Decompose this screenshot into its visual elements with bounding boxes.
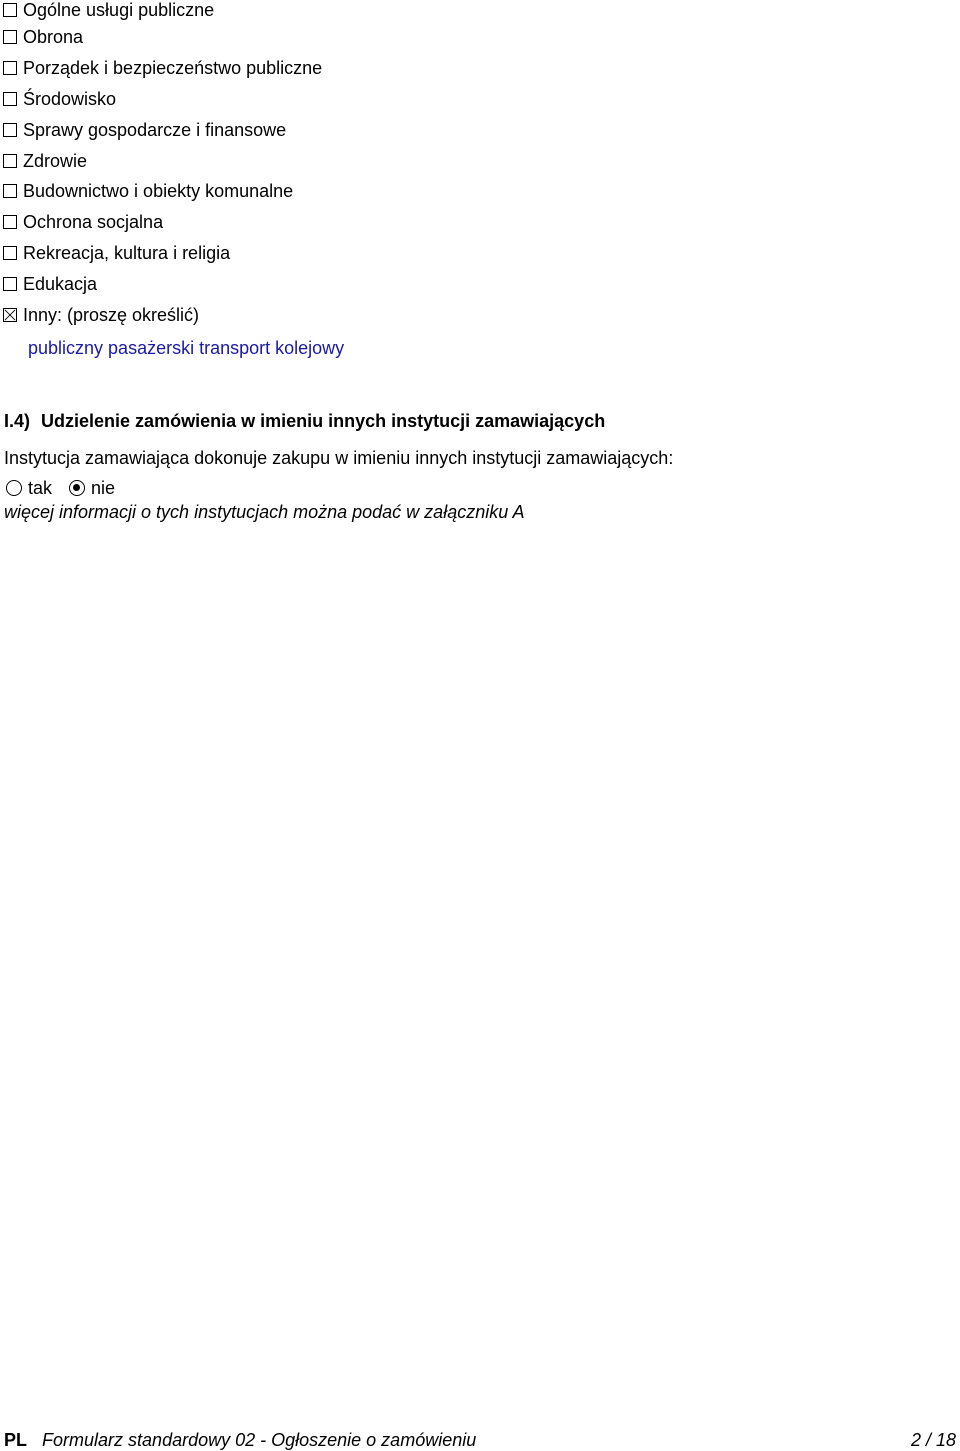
activity-label: Zdrowie — [23, 150, 88, 171]
radio-option-no[interactable] — [69, 477, 115, 499]
activity-label: Edukacja — [23, 273, 98, 294]
activity-label: Środowisko — [23, 88, 117, 109]
checkbox-icon[interactable] — [3, 61, 17, 75]
activity-item-other[interactable] — [3, 299, 322, 330]
main-activity-list — [3, 0, 322, 330]
activity-label: Obrona — [23, 27, 84, 48]
activity-item-general-public-services[interactable] — [3, 0, 322, 22]
radio-label-yes: tak — [28, 478, 53, 498]
checkbox-icon[interactable] — [3, 184, 17, 198]
activity-item-environment[interactable] — [3, 84, 322, 115]
section-question: Instytucja zamawiająca dokonuje zakupu w imieniu innych instytucji zamawiających: — [4, 448, 674, 468]
footer-page-number: 2 / 18 — [910, 1430, 956, 1450]
checkbox-icon[interactable] — [3, 3, 17, 17]
footer-language: PL — [4, 1430, 28, 1450]
activity-item-public-order-safety[interactable] — [3, 53, 322, 84]
activity-label: Inny: (proszę określić) — [23, 304, 200, 325]
radio-selected-icon[interactable] — [69, 480, 85, 496]
checked-checkbox-icon[interactable] — [3, 308, 17, 322]
radio-unselected-icon[interactable] — [6, 480, 22, 496]
checkbox-icon[interactable] — [3, 123, 17, 137]
activity-label: Budownictwo i obiekty komunalne — [23, 181, 294, 202]
other-activity-detail: publiczny pasażerski transport kolejowy — [28, 338, 345, 358]
activity-item-economic-financial-affairs[interactable] — [3, 114, 322, 145]
activity-label: Ochrona socjalna — [23, 212, 164, 233]
activity-item-health[interactable] — [3, 145, 322, 176]
section-title: Udzielenie zamówienia w imieniu innych instytucji zamawiających — [41, 411, 606, 431]
purchase-on-behalf-radio-group — [6, 477, 132, 499]
checkbox-icon[interactable] — [3, 246, 17, 260]
page-footer — [4, 1429, 958, 1451]
activity-item-education[interactable] — [3, 268, 322, 299]
activity-item-defence[interactable] — [3, 22, 322, 53]
activity-item-recreation-culture-religion[interactable] — [3, 238, 322, 269]
activity-item-social-protection[interactable] — [3, 207, 322, 238]
checkbox-icon[interactable] — [3, 30, 17, 44]
checkbox-icon[interactable] — [3, 277, 17, 291]
activity-label: Porządek i bezpieczeństwo publiczne — [23, 58, 323, 79]
activity-label: Rekreacja, kultura i religia — [23, 242, 231, 263]
section-heading-i4 — [4, 410, 605, 432]
section-number: I.4) — [4, 411, 31, 431]
radio-label-no: nie — [91, 478, 116, 498]
activity-item-housing-community[interactable] — [3, 176, 322, 207]
annex-note: więcej informacji o tych instytucjach można podać w załączniku A — [4, 502, 525, 522]
checkbox-icon[interactable] — [3, 215, 17, 229]
checkbox-icon[interactable] — [3, 154, 17, 168]
radio-option-yes[interactable] — [6, 477, 52, 499]
footer-title: Formularz standardowy 02 - Ogłoszenie o zamówieniu — [42, 1430, 477, 1450]
cross-mark-icon — [4, 309, 16, 321]
checkbox-icon[interactable] — [3, 92, 17, 106]
activity-label: Sprawy gospodarcze i finansowe — [23, 119, 287, 140]
activity-label: Ogólne usługi publiczne — [23, 0, 215, 20]
